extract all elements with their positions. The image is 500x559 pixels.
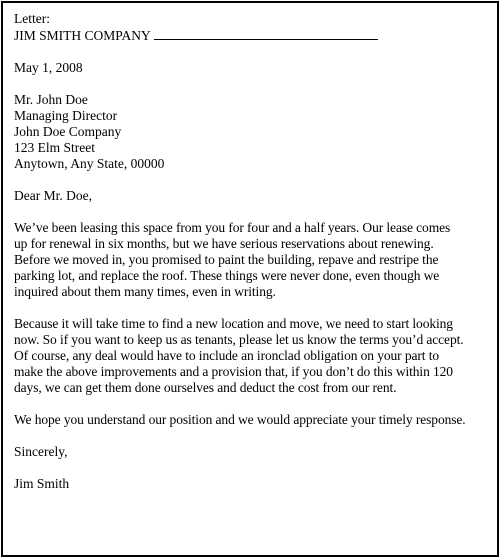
letter-date: May 1, 2008 (14, 60, 83, 75)
paragraph-line: make the above improvements and a provision that, if you don’t do this within 120 (14, 364, 453, 379)
paragraph-line: inquired about them many times, even in writing. (14, 284, 276, 299)
recipient-address (14, 92, 497, 172)
paragraph-line: Because it will take time to find a new location and move, we need to start looking (14, 316, 453, 331)
paragraph-line: days, we can get them done ourselves and deduct the cost from our rent. (14, 380, 397, 395)
body-paragraph-3 (14, 412, 494, 428)
recipient-street: 123 Elm Street (14, 140, 95, 155)
paragraph-line: parking lot, and replace the roof. These things were never done, even though we (14, 268, 440, 283)
recipient-city: Anytown, Any State, 00000 (14, 156, 165, 171)
paragraph-line: We’ve been leasing this space from you for four and a half years. Our lease comes (14, 220, 451, 235)
paragraph-line: Before we moved in, you promised to paint the building, repave and restripe the (14, 252, 439, 267)
body-paragraph-1 (14, 220, 494, 300)
recipient-title: Managing Director (14, 108, 118, 123)
company-name: JIM SMITH COMPANY (14, 28, 151, 43)
recipient-name: Mr. John Doe (14, 92, 88, 107)
signature-name: Jim Smith (14, 476, 70, 491)
paragraph-line: Of course, any deal would have to include an ironclad obligation on your part to (14, 348, 440, 363)
body-paragraph-2 (14, 316, 494, 396)
company-line (14, 27, 497, 44)
company-blank-underline (154, 27, 378, 40)
paragraph-line: up for renewal in six months, but we have serious reservations about renewing. (14, 236, 434, 251)
paragraph-line: now. So if you want to keep us as tenants, please let us know the terms you’d accept. (14, 332, 464, 347)
letter-label: Letter: (14, 11, 50, 26)
letter-page (1, 1, 499, 557)
paragraph-line: We hope you understand our position and we would appreciate your timely response. (14, 412, 466, 427)
recipient-company: John Doe Company (14, 124, 122, 139)
salutation: Dear Mr. Doe, (14, 188, 92, 203)
closing: Sincerely, (14, 444, 68, 459)
